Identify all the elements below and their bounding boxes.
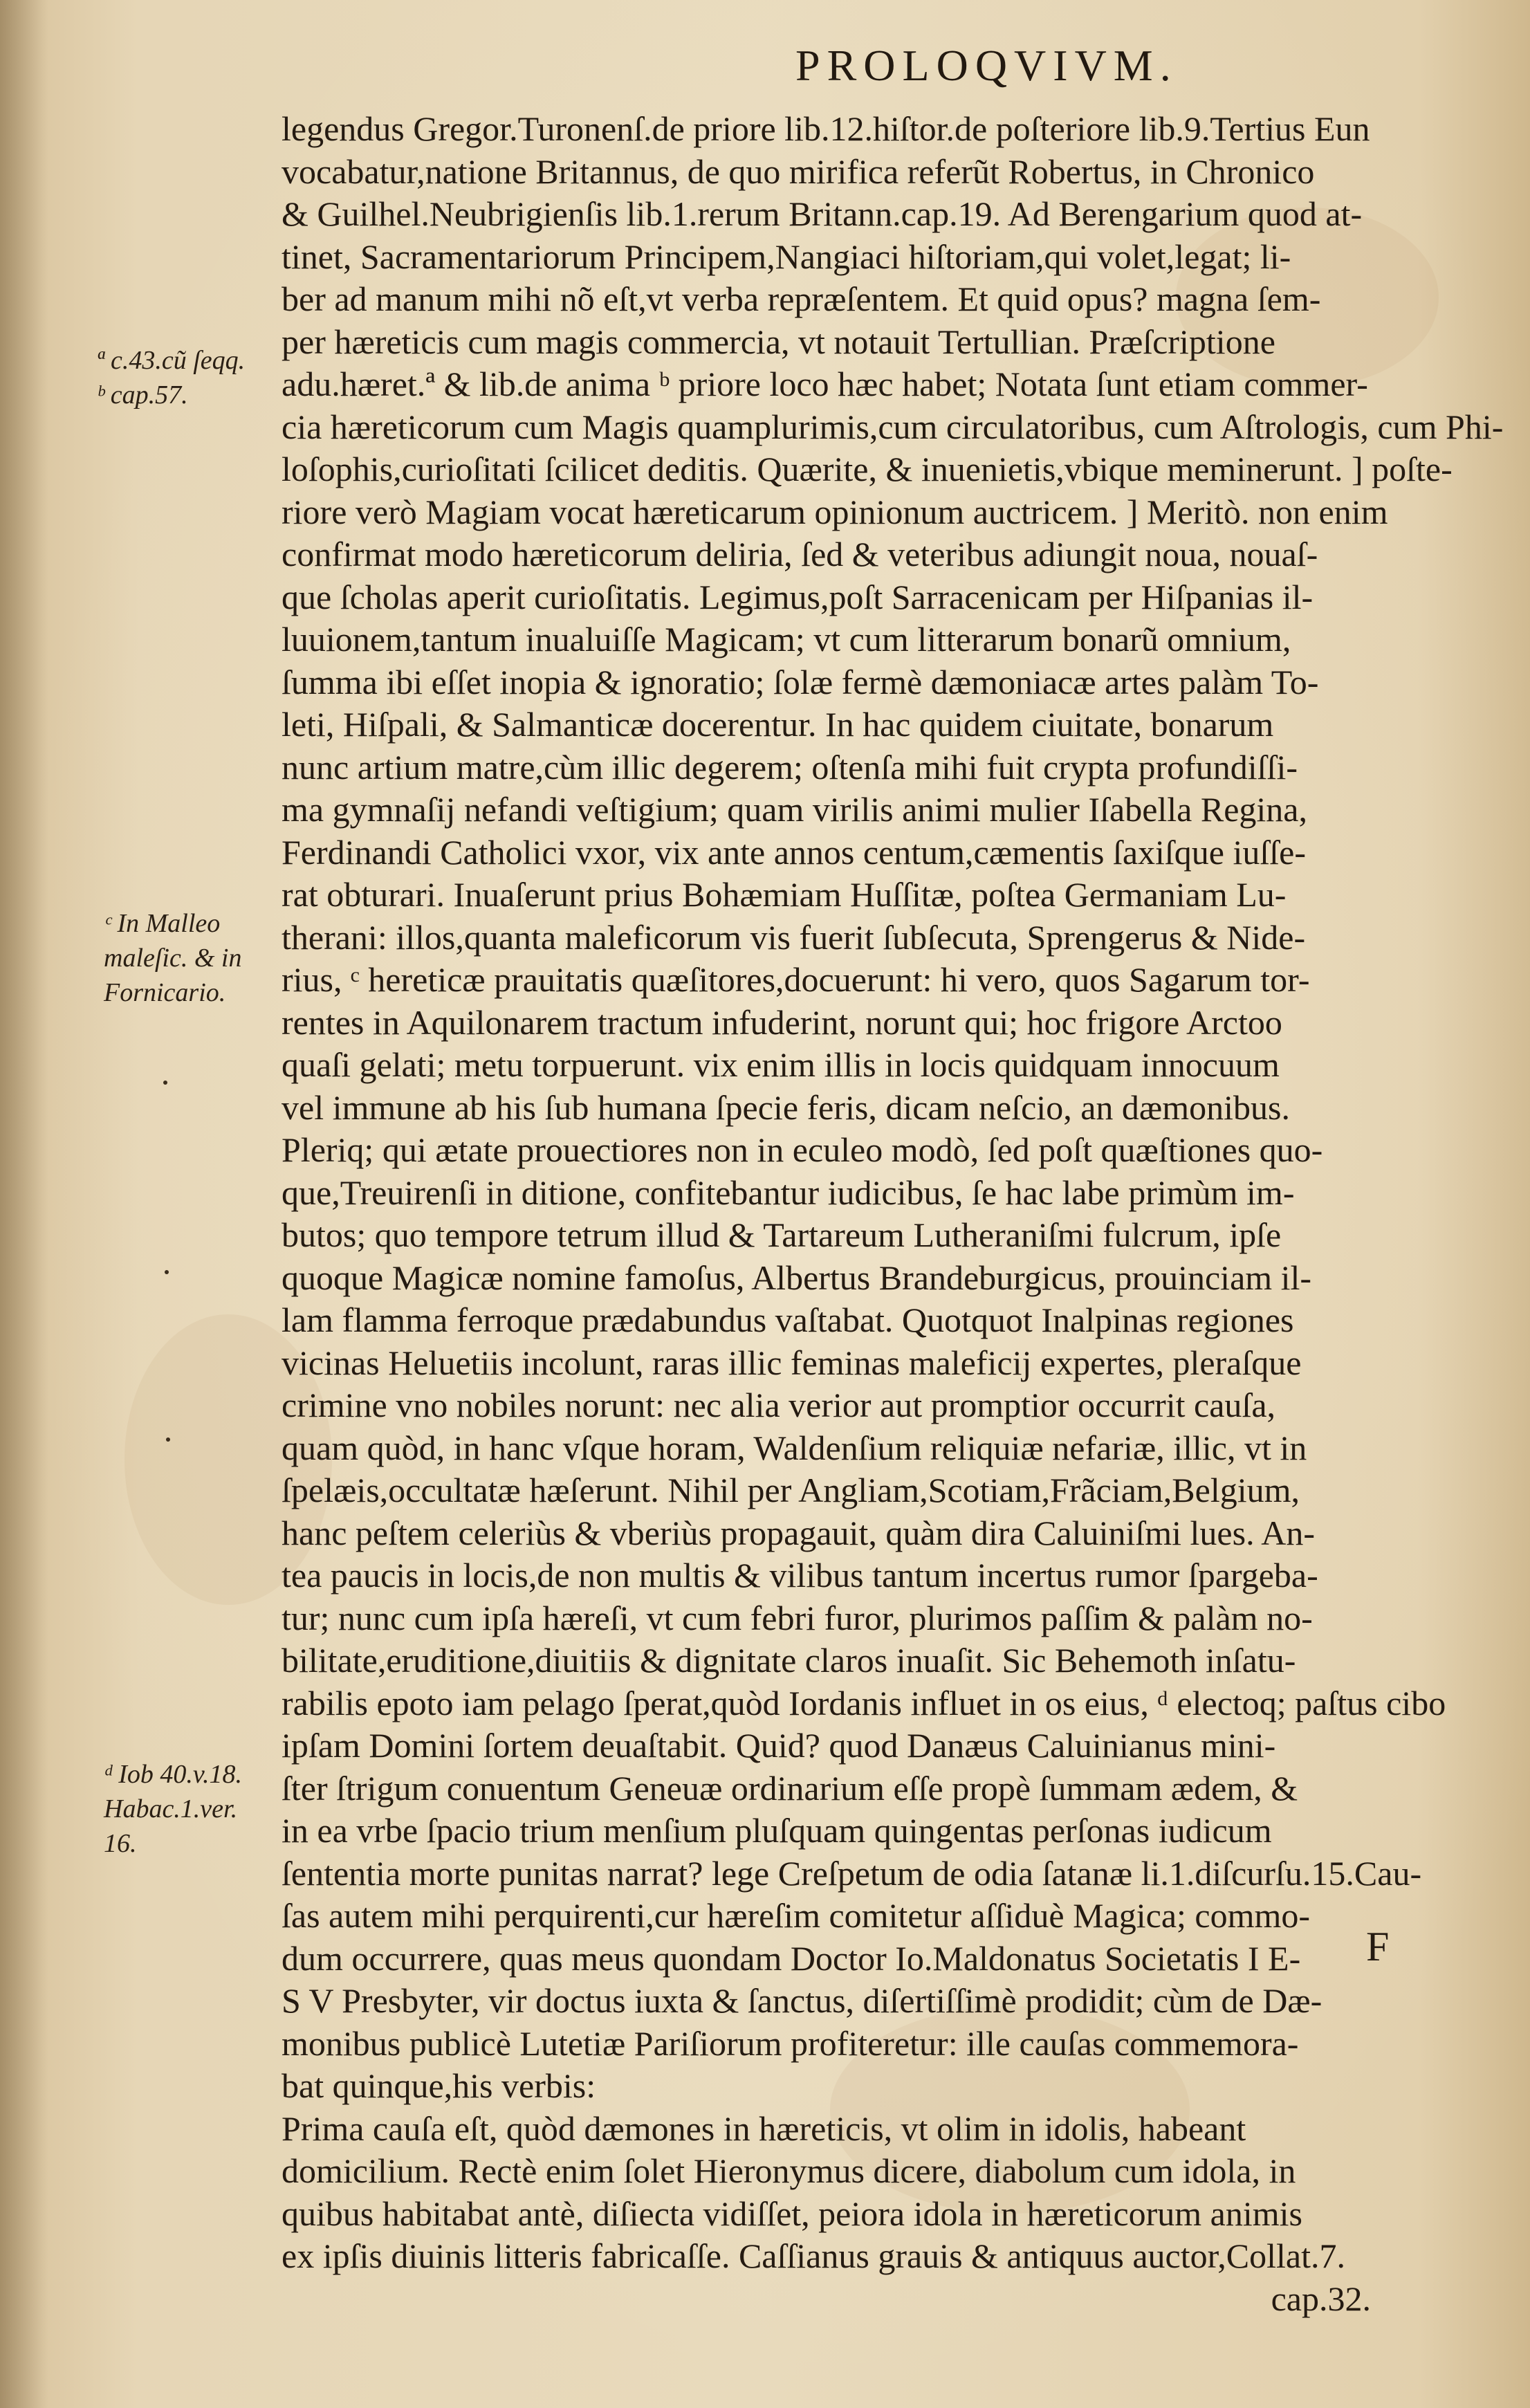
text-line: in ea vrbe ſpacio trium menſium pluſquam quingentas perſonas iudicum xyxy=(282,1811,1272,1850)
margin-note-d xyxy=(104,1757,242,1861)
text-line: quoque Magicæ nomine famoſus, Albertus Brandeburgicus, prouinciam il- xyxy=(282,1258,1312,1297)
ink-speck xyxy=(166,1437,170,1442)
text-line: & Guilhel.Neubrigienſis lib.1.rerum Britann.cap.19. Ad Berengarium quod at- xyxy=(282,194,1363,233)
text-line: adu.hæret.ª & lib.de anima ᵇ priore loco hæc habet; Notata ſunt etiam commer- xyxy=(282,365,1368,403)
text-line: domicilium. Rectè enim ſolet Hieronymus dicere, diabolum cum idola, in xyxy=(282,2151,1296,2190)
text-line: ſas autem mihi perquirenti,cur hæreſim comitetur aſſiduè Magica; commo- xyxy=(282,1896,1311,1935)
margin-note-line: ª c.43.cũ ſeqq. xyxy=(97,346,246,375)
text-line: tur; nunc cum ipſa hæreſi, vt cum febri furor, plurimos paſſim & palàm no- xyxy=(282,1598,1313,1637)
text-line: legendus Gregor.Turonenſ.de priore lib.12.hiſtor.de poſteriore lib.9.Tertius Eun xyxy=(282,109,1370,148)
ink-speck xyxy=(165,1270,169,1274)
text-line: riore verò Magiam vocat hæreticarum opinionum auctricem. ] Meritò. non enim xyxy=(282,492,1388,531)
text-line: bilitate,eruditione,diuitiis & dignitate claros inuaſit. Sic Behemoth inſatu- xyxy=(282,1641,1296,1680)
text-line: Prima cauſa eſt, quòd dæmones in hæreticis, vt olim in idolis, habeant xyxy=(282,2108,1246,2148)
margin-note-line: Fornicario. xyxy=(104,978,226,1007)
text-line: monibus publicè Lutetiæ Pariſiorum profiteretur: ille cauſas commemora- xyxy=(282,2023,1299,2063)
text-line: tea paucis in locis,de non multis & vilibus tantum incertus rumor ſpargeba- xyxy=(282,1556,1318,1594)
text-line: quam quòd, in hanc vſque horam, Waldenſium reliquiæ nefariæ, illic, vt in xyxy=(282,1428,1307,1467)
text-line: rius, ᶜ hereticæ prauitatis quæſitores,docuerunt: hi vero, quos Sagarum tor- xyxy=(282,960,1310,999)
text-line: per hæreticis cum magis commercia, vt notauit Tertullian. Præſcriptione xyxy=(282,322,1275,361)
margin-note-line: ᶜ In Malleo xyxy=(104,909,221,938)
margin-note-line: maleſic. & in xyxy=(104,944,242,973)
margin-note-line: Habac.1.ver. xyxy=(104,1794,238,1823)
margin-note-line: 16. xyxy=(104,1829,137,1858)
text-line: butos; quo tempore tetrum illud & Tartareum Lutheraniſmi fulcrum, ipſe xyxy=(282,1215,1282,1254)
text-line: ſumma ibi eſſet inopia & ignoratio; ſolæ fermè dæmoniacæ artes palàm To- xyxy=(282,662,1319,701)
text-line: quibus habitabat antè, diſiecta vidiſſet, peiora idola in hæreticorum animis xyxy=(282,2194,1303,2233)
text-line: tinet, Sacramentariorum Principem,Nangiaci hiſtoriam,qui volet,legat; li- xyxy=(282,237,1291,276)
text-line: ber ad manum mihi nõ eſt,vt verba repræſentem. Et quid opus? magna ſem- xyxy=(282,279,1321,318)
text-line: hanc peſtem celeriùs & vberiùs propagauit, quàm dira Caluiniſmi lues. An- xyxy=(282,1513,1316,1552)
text-line: S V Presbyter, vir doctus iuxta & ſanctus, diſertiſſimè prodidit; cùm de Dæ- xyxy=(282,1981,1322,2020)
text-line: Pleriq; qui ætate prouectiores non in eculeo modò, ſed poſt quæſtiones quo- xyxy=(282,1130,1323,1169)
text-line: therani: illos,quanta maleficorum vis fuerit ſubſecuta, Sprengerus & Nide- xyxy=(282,917,1306,957)
text-line: quaſi gelati; metu torpuerunt. vix enim illis in locis quidquam innocuum xyxy=(282,1045,1280,1084)
text-line: vel immune ab his ſub humana ſpecie feris, dicam neſcio, an dæmonibus. xyxy=(282,1087,1290,1127)
text-line: cap.32. xyxy=(1271,2279,1371,2318)
text-line: rabilis epoto iam pelago ſperat,quòd Iordanis influet in os eius, ᵈ electoq; paſtus cibo xyxy=(282,1683,1446,1722)
text-line: Ferdinandi Catholici vxor, vix ante annos centum,cæmentis ſaxiſque iuſſe- xyxy=(282,832,1307,872)
text-line: ma gymnaſij nefandi veſtigium; quam virilis animi mulier Iſabella Regina, xyxy=(282,790,1307,829)
gutter-shadow xyxy=(0,0,48,2408)
text-line: que,Treuirenſi in ditione, confitebantur iudicibus, ſe hac labe primùm im- xyxy=(282,1173,1295,1212)
margin-note-ab xyxy=(97,343,245,412)
text-line: cia hæreticorum cum Magis quamplurimis,cum circulatoribus, cum Aſtrologis, cum Phi- xyxy=(282,407,1504,446)
text-line: dum occurrere, quas meus quondam Doctor Io.Maldonatus Societatis I E- xyxy=(282,1938,1301,1978)
text-line: crimine vno nobiles norunt: nec alia verior aut promptior occurrit cauſa, xyxy=(282,1386,1276,1424)
text-line: ex ipſis diuinis litteris fabricaſſe. Caſſianus grauis & antiquus auctor,Collat.7. xyxy=(282,2236,1345,2275)
margin-note-line: ᵈ Iob 40.v.18. xyxy=(104,1760,242,1789)
text-line: vocabatur,natione Britannus, de quo mirifica referũt Robertus, in Chronico xyxy=(282,151,1315,191)
text-line: ipſam Domini ſortem deuaſtabit. Quid? quod Danæus Caluinianus mini- xyxy=(282,1726,1276,1765)
side-letter-mark: F xyxy=(1366,1924,1390,1969)
text-line: rat obturari. Inuaſerunt prius Bohæmiam Huſſitæ, poſtea Germaniam Lu- xyxy=(282,875,1287,914)
text-line: que ſcholas aperit curioſitatis. Legimus,poſt Sarracenicam per Hiſpanias il- xyxy=(282,577,1314,616)
text-line: vicinas Heluetiis incolunt, raras illic feminas maleficij expertes, pleraſque xyxy=(282,1343,1302,1382)
ink-speck xyxy=(163,1081,167,1085)
text-line: ſententia morte punitas narrat? lege Creſpetum de odia ſatanæ li.1.diſcurſu.15.Cau- xyxy=(282,1853,1422,1893)
text-line: bat quinque,his verbis: xyxy=(282,2066,596,2105)
text-line: ſter ſtrigum conuentum Geneuæ ordinarium eſſe propè ſummam ædem, & xyxy=(282,1768,1298,1808)
text-line: confirmat modo hæreticorum deliria, ſed & veteribus adiungit noua, nouaſ- xyxy=(282,535,1318,573)
text-line: nunc artium matre,cùm illic degerem; oſtenſa mihi fuit crypta profundiſſi- xyxy=(282,747,1298,787)
text-line: leti, Hiſpali, & Salmanticæ docerentur. In hac quidem ciuitate, bonarum xyxy=(282,705,1274,744)
text-line: ſpelæis,occultatæ hæſerunt. Nihil per Angliam,Scotiam,Frãciam,Belgium, xyxy=(282,1471,1300,1509)
text-line: lam flamma ferroque prædabundus vaſtabat. Quotquot Inalpinas regiones xyxy=(282,1300,1294,1339)
text-line: luuionem,tantum inualuiſſe Magicam; vt cum litterarum bonarũ omnium, xyxy=(282,620,1291,659)
margin-note-line: ᵇ cap.57. xyxy=(97,380,188,410)
running-head: PROLOQVIVM. xyxy=(795,41,1178,90)
margin-note-c xyxy=(104,906,241,1010)
text-line: rentes in Aquilonarem tractum infuderint, norunt qui; hoc frigore Arctoo xyxy=(282,1002,1282,1042)
body-text xyxy=(282,108,1504,2320)
text-line: loſophis,curioſitati ſcilicet deditis. Quærite, & inuenietis,vbique meminerunt. ] poſte- xyxy=(282,450,1453,488)
